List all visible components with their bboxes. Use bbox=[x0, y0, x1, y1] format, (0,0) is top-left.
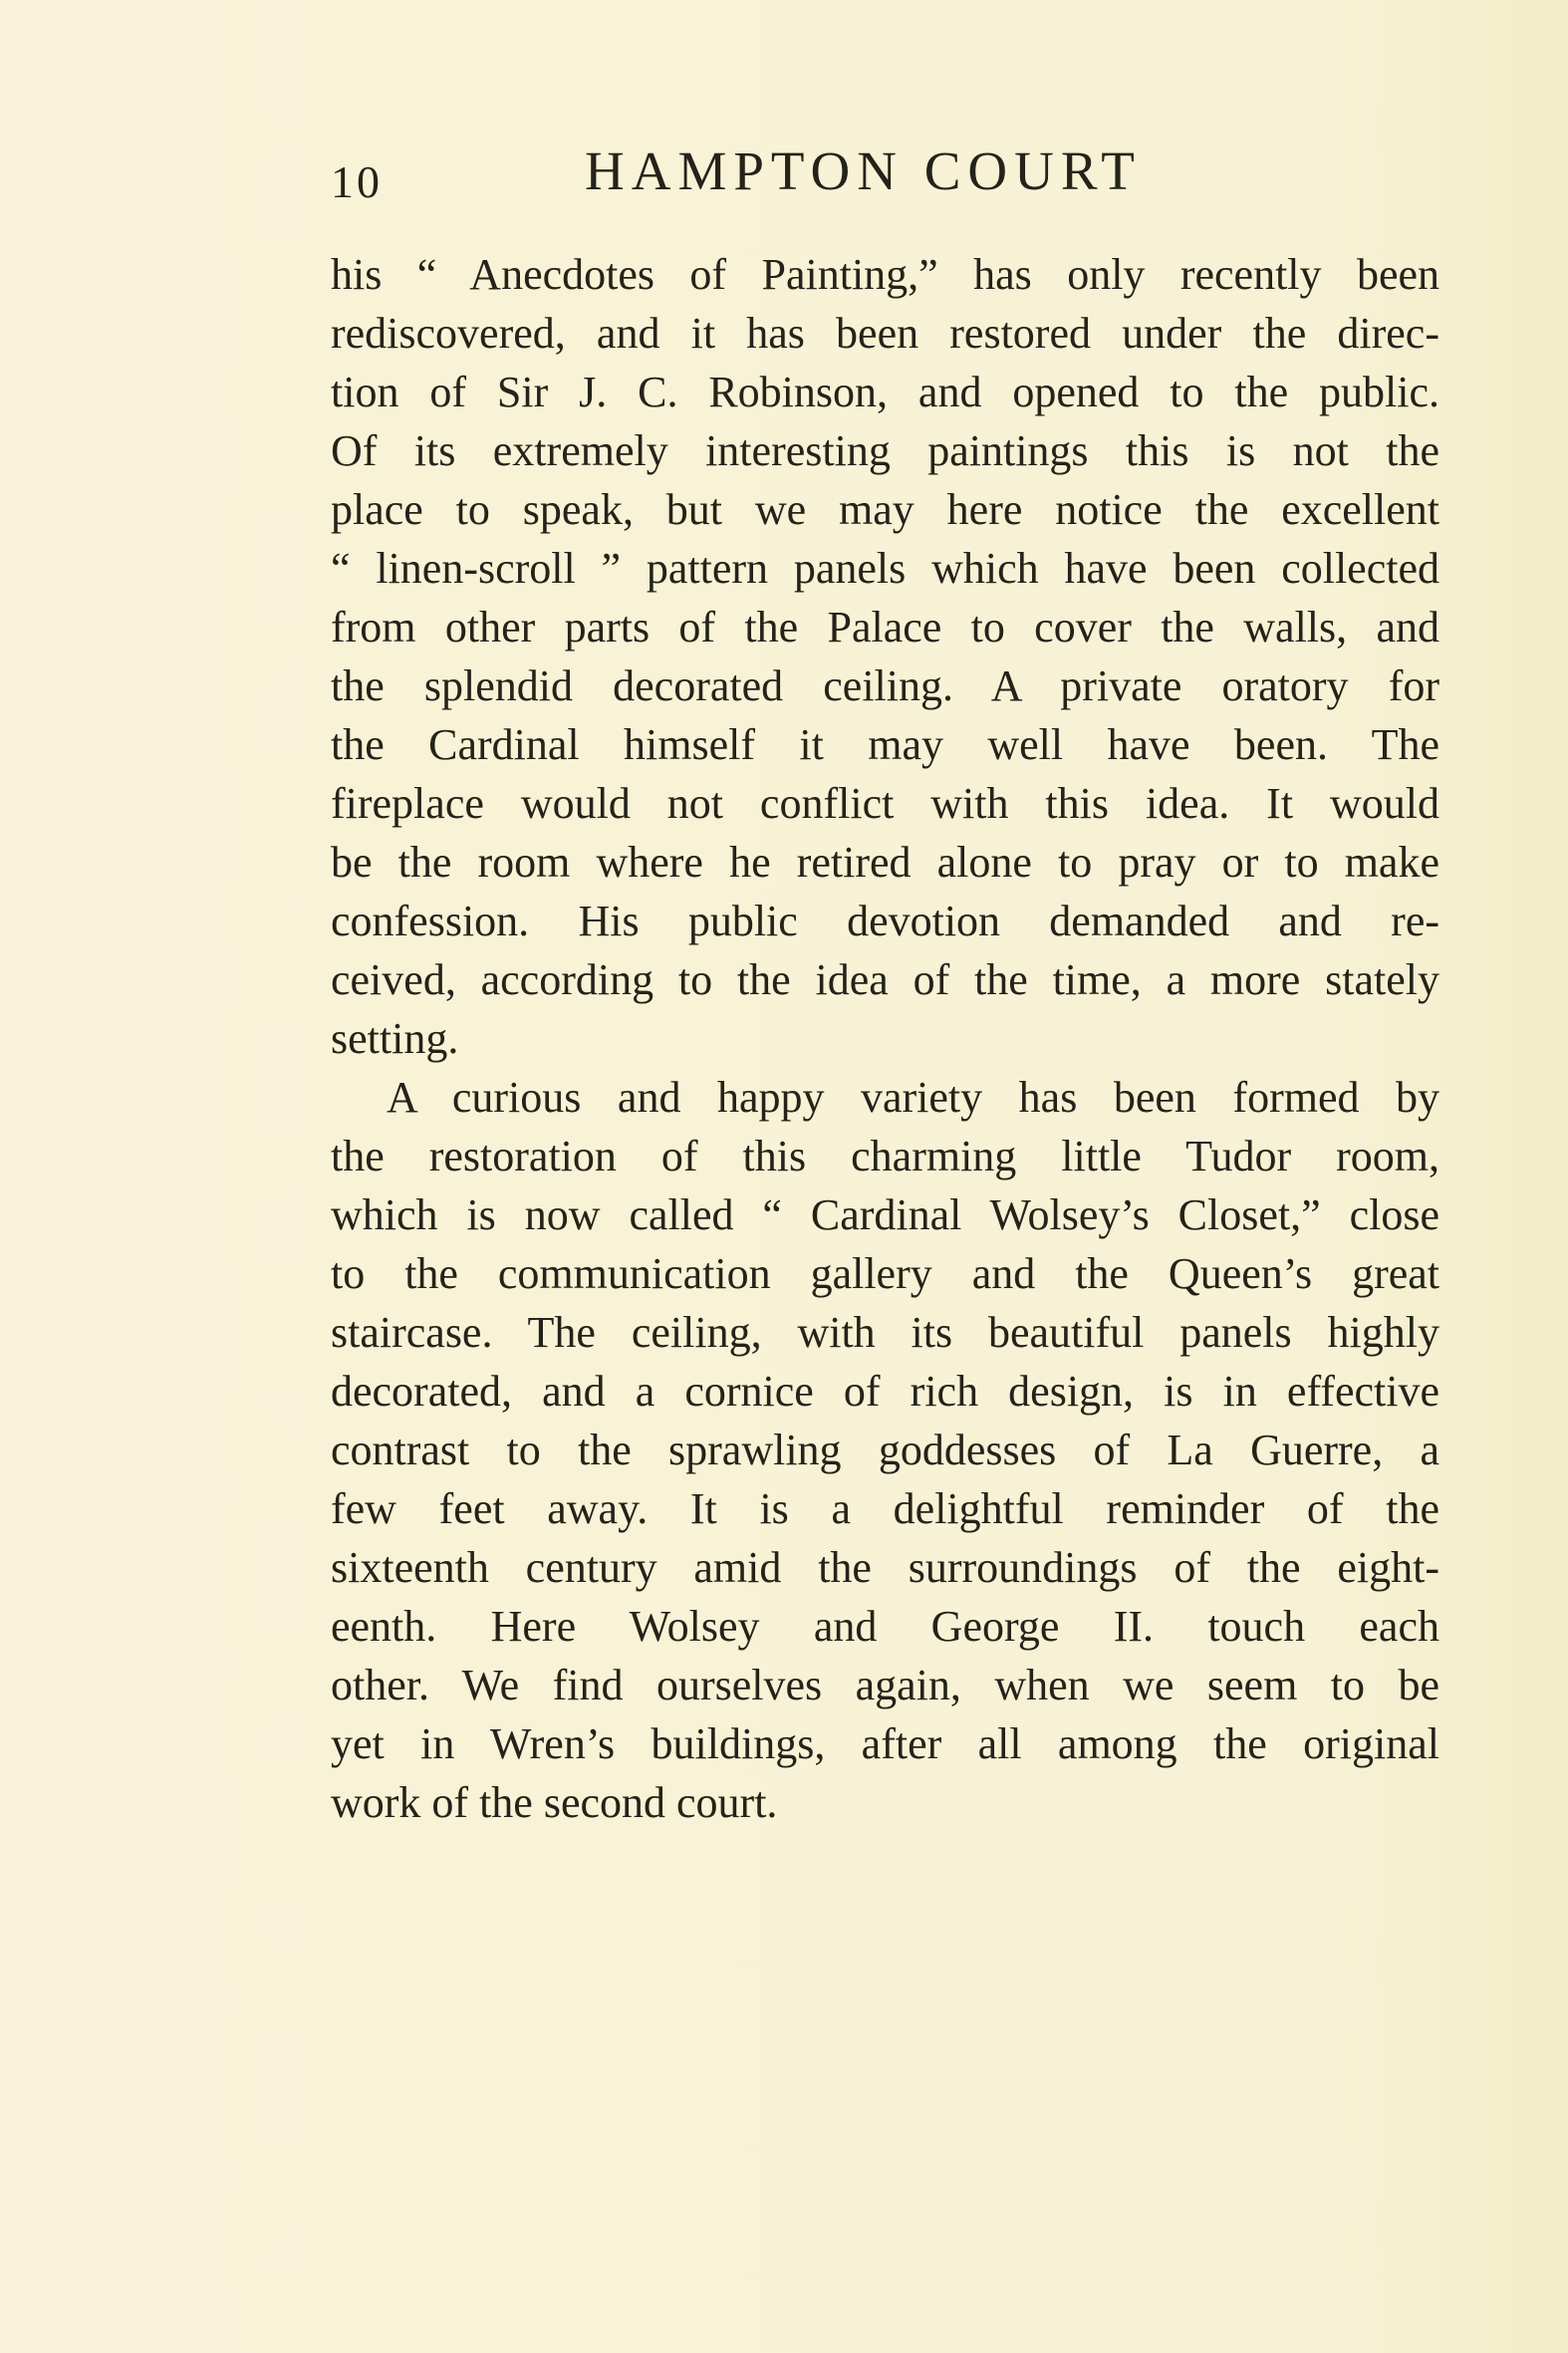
text-line: other. We find ourselves again, when we seem to be bbox=[331, 1661, 1439, 1709]
text-line: yet in Wren’s buildings, after all among the original bbox=[331, 1719, 1439, 1768]
page-number: 10 bbox=[331, 156, 383, 207]
text-line: staircase. The ceiling, with its beautiful panels highly bbox=[331, 1308, 1439, 1357]
text-line: place to speak, but we may here notice the excellent bbox=[331, 485, 1439, 534]
text-line: few feet away. It is a delightful reminder of the bbox=[331, 1484, 1439, 1533]
text-line: Of its extremely interesting paintings this is not the bbox=[331, 426, 1439, 475]
book-title: HAMPTON COURT bbox=[585, 140, 1142, 201]
text-line: A curious and happy variety has been formed by bbox=[387, 1073, 1439, 1122]
text-line: rediscovered, and it has been restored under the direc- bbox=[331, 309, 1439, 358]
text-line: his “ Anecdotes of Painting,” has only recently been bbox=[331, 250, 1439, 299]
text-line: to the communication gallery and the Queen’s great bbox=[331, 1249, 1439, 1298]
text-line: work of the second court. bbox=[331, 1778, 778, 1827]
running-head bbox=[331, 139, 1446, 209]
text-line: confession. His public devotion demanded and re- bbox=[331, 897, 1439, 945]
text-line: setting. bbox=[331, 1014, 459, 1063]
body-text bbox=[331, 245, 1439, 1832]
text-line: the splendid decorated ceiling. A private oratory for bbox=[331, 661, 1439, 710]
text-line: eenth. Here Wolsey and George II. touch each bbox=[331, 1602, 1439, 1651]
text-line: decorated, and a cornice of rich design, is in effective bbox=[331, 1367, 1439, 1416]
text-line: fireplace would not conflict with this idea. It would bbox=[331, 779, 1439, 828]
text-line: be the room where he retired alone to pray or to make bbox=[331, 838, 1439, 887]
text-line: the Cardinal himself it may well have been. The bbox=[331, 720, 1439, 769]
text-line: contrast to the sprawling goddesses of La Guerre, a bbox=[331, 1426, 1439, 1474]
text-line: tion of Sir J. C. Robinson, and opened to the public. bbox=[331, 368, 1439, 416]
text-line: sixteenth century amid the surroundings of the eight- bbox=[331, 1543, 1439, 1592]
text-line: which is now called “ Cardinal Wolsey’s Closet,” close bbox=[331, 1190, 1439, 1239]
text-line: ceived, according to the idea of the time, a more stately bbox=[331, 955, 1439, 1004]
text-line: from other parts of the Palace to cover the walls, and bbox=[331, 603, 1439, 652]
text-line: the restoration of this charming little Tudor room, bbox=[331, 1132, 1439, 1180]
text-line: “ linen-scroll ” pattern panels which have been collected bbox=[331, 544, 1439, 593]
paragraph bbox=[331, 1068, 1439, 1832]
paragraph bbox=[331, 245, 1439, 1068]
